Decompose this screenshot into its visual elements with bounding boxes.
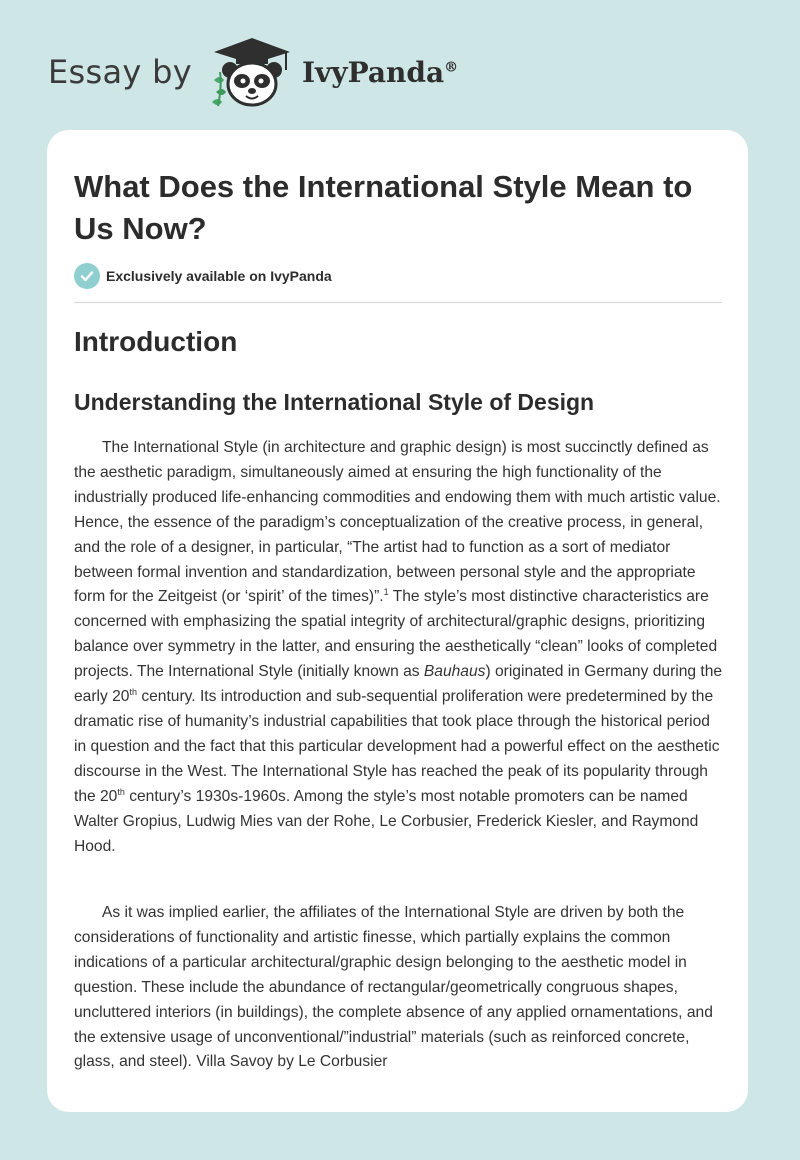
- paragraph-1: The International Style (in architecture and graphic design) is most succinctly defined as the aesthetic paradigm, simultaneously aimed at ensuring the high functionality of the industrially produced life-enhancing commodities and endowing them with much artistic value. Hence, the essence of the paradigm’s conceptualization of the creative process, in general, and the role of a designer, in particular, “The artist had to function as a sort of mediator between formal invention and standardization, between personal style and the appropriate form for the Zeitgeist (or ‘spirit’ of the times)”.$^1$ The style’s most distinctive characteristics are concerned with emphasizing the spatial integrity of architectural/graphic designs, prioritizing balance over symmetry in the latter, and ensuring the aesthetically “clean” looks of completed projects. The International Style (initially known as Bauhaus) originated in Germany during the early 20th century. Its introduction and sub-sequential proliferation were predetermined by the dramatic rise of humanity’s industrial capabilities that took place through the historical period in question and the fact that this particular development had a powerful effect on the aesthetic discourse in the West. The International Style has reached the peak of its popularity through the 20th century’s 1930s-1960s. Among the style’s most notable promoters can be named Walter Gropius, Ludwig Mies van der Rohe, Le Corbusier, Frederick Kiesler, and Raymond Hood.: [74, 439, 723, 855]
- ivypanda-logo[interactable]: [206, 36, 458, 108]
- site-header: [48, 36, 458, 108]
- check-icon: [74, 263, 100, 289]
- brand-name: IvyPanda®: [301, 55, 459, 89]
- paragraph-2: As it was implied earlier, the affiliates of the International Style are driven by both the considerations of functionality and artistic finesse, which partially explains the common indications of a particular architectural/graphic design belonging to the aesthetic model in question. These include the abundance of rectangular/geometrically congruous shapes, uncluttered interiors (in buildings), the complete absence of any applied ornamentations, and the extensive usage of unconventional/”industrial” materials (such as reinforced concrete, glass, and steel). Villa Savoy by Le Corbusier: [74, 904, 713, 1071]
- essay-card: [47, 130, 748, 1112]
- page-title: What Does the International Style Mean to Us Now?: [74, 169, 693, 246]
- italic-bauhaus: Bauhaus: [423, 663, 486, 681]
- footnote-ref-1[interactable]: 1: [383, 587, 389, 598]
- exclusive-label: Exclusively available on IvyPanda: [106, 268, 332, 284]
- exclusive-badge: [74, 263, 332, 289]
- subsection-heading: Understanding the International Style of Design: [74, 389, 595, 415]
- registered-mark: ®: [444, 59, 459, 76]
- divider: [74, 302, 722, 303]
- essay-by-label: Essay by: [48, 53, 192, 91]
- panda-logo-icon: [206, 36, 298, 108]
- section-heading: Introduction: [74, 326, 238, 357]
